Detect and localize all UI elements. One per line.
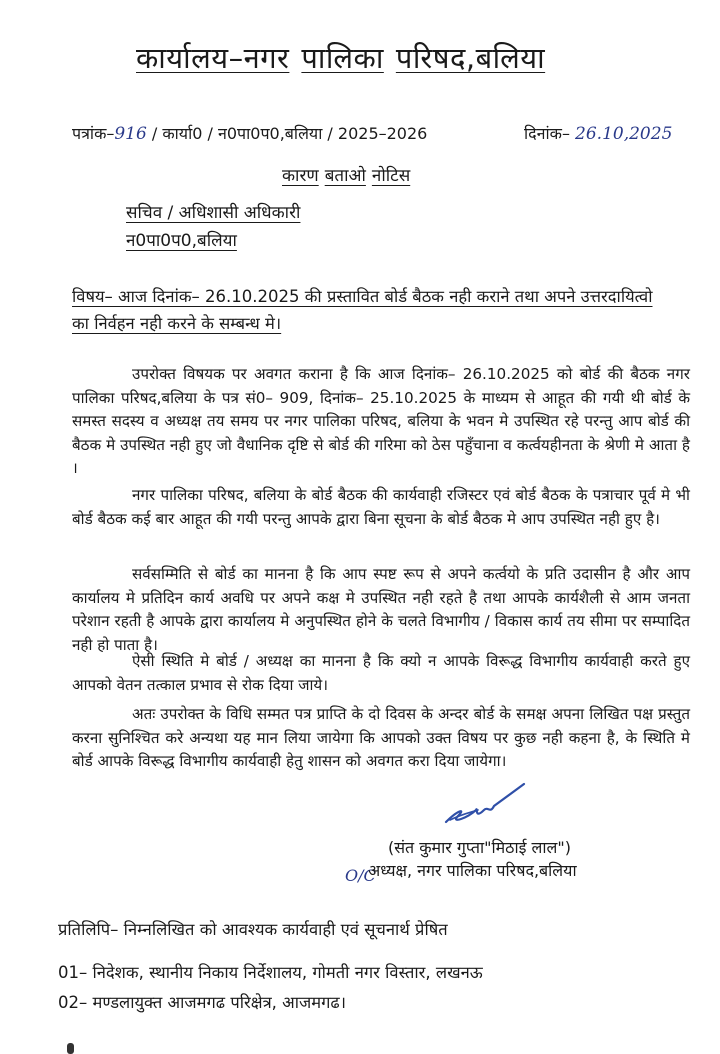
title-part: परिषद,बलिया <box>395 41 546 75</box>
notice-title <box>282 163 416 186</box>
notice-word: बताओ <box>324 166 366 186</box>
body-paragraph: उपरोक्त विषयक पर अवगत कराना है कि आज दिनांक– 26.10.2025 को बोर्ड की बैठक नगर पालिका परिषद,बलिया के पत्र सं0– 909, दिनांक– 25.10.2025 के माध्यम से आहूत की गयी थी बोर्ड के समस्त सदस्य व अध्यक्ष तय समय पर नगर पालिका परिषद, बलिया के भवन मे उपस्थित रहे परन्तु आप बोर्ड की बैठक मे उपस्थित नही हुए जो वैधानिक दृष्टि से बोर्ड की गरिमा को ठेस पहुँचाना व कर्त्वयहीनता के श्रेणी मे आता है । <box>72 365 690 477</box>
addressee-designation: सचिव / अधिशासी अधिकारी <box>126 203 301 223</box>
copy-to-item: 02– मण्डलायुक्त आजमगढ परिक्षेत्र, आजमगढ। <box>58 993 346 1012</box>
body-paragraph: सर्वसम्मिति से बोर्ड का मानना है कि आप स्पष्ट रूप से अपने कर्त्वयो के प्रति उदासीन है और आप कार्यालय मे प्रतिदिन कार्य अवधि पर अपने कक्ष मे उपस्थित नही रहते है तथा आपके कार्यशैली से आम जनता परेशान रहती है आपके द्वारा कार्यालय मे अनुपस्थित होने के चलते विभागीय / विकास कार्य तय सीमा पर सम्पादित नही हो पाता है। <box>72 565 690 654</box>
notice-word: नोटिस <box>371 166 411 186</box>
page-mark <box>67 1043 74 1054</box>
reference-handwritten-number: 916 <box>114 124 147 144</box>
signatory-designation: अध्यक्ष, नगर पालिका परिषद,बलिया <box>368 861 577 880</box>
body-paragraph: अतः उपरोक्त के विधि सम्मत पत्र प्राप्ति के दो दिवस के अन्दर बोर्ड के समक्ष अपना लिखित पक्ष प्रस्तुत करना सुनिश्चित करे अन्यथा यह मान लिया जायेगा कि आपको उक्त विषय पर कुछ नही कहना है, के स्थिति मे बोर्ड आपके विरूद्ध विभागीय कार्यवाही हेतु शासन को अवगत करा दिया जायेगा। <box>72 705 690 770</box>
date-label: दिनांक– <box>524 124 570 143</box>
oc-mark: O/C <box>345 866 376 885</box>
signatory-name: (संत कुमार गुप्ता"मिठाई लाल") <box>388 838 571 857</box>
letter-date <box>524 122 672 144</box>
subject-line: विषय– आज दिनांक– 26.10.2025 की प्रस्तावित बोर्ड बैठक नही कराने तथा अपने उत्तरदायित्वो का निर्वहन नही करने के सम्बन्ध मे। <box>72 287 653 333</box>
date-handwritten: 26.10,2025 <box>575 124 673 144</box>
notice-word: कारण <box>282 166 319 186</box>
addressee-office: न0पा0प0,बलिया <box>126 231 237 251</box>
body-paragraph: ऐसी स्थिति मे बोर्ड / अध्यक्ष का मानना है कि क्यो न आपके विरूद्ध विभागीय कार्यवाही करते हुए आपको वेतन तत्काल प्रभाव से रोक दिया जाये। <box>72 652 690 694</box>
body-paragraph: नगर पालिका परिषद, बलिया के बोर्ड बैठक की कार्यवाही रजिस्टर एवं बोर्ड बैठक के पत्राचार पूर्व मे भी बोर्ड बैठक कई बार आहूत की गयी परन्तु आपके द्वारा बिना सूचना के बोर्ड बैठक मे आप उपस्थित नही हुए है। <box>72 486 690 528</box>
reference-number <box>72 122 427 144</box>
copy-to-heading: प्रतिलिपि– निम्नलिखित को आवश्यक कार्यवाही एवं सूचनार्थ प्रेषित <box>58 920 448 939</box>
title-part: पालिका <box>301 41 384 75</box>
copy-to-item: 01– निदेशक, स्थानीय निकाय निर्देशालय, गोमती नगर विस्तार, लखनऊ <box>58 963 483 982</box>
reference-suffix: / कार्या0 / न0पा0प0,बलिया / 2025–2026 <box>146 124 428 143</box>
title-part: कार्यालय–नगर <box>136 41 290 75</box>
reference-label: पत्रांक– <box>72 124 115 143</box>
signature-scribble-icon <box>428 780 538 830</box>
office-title <box>136 38 557 77</box>
